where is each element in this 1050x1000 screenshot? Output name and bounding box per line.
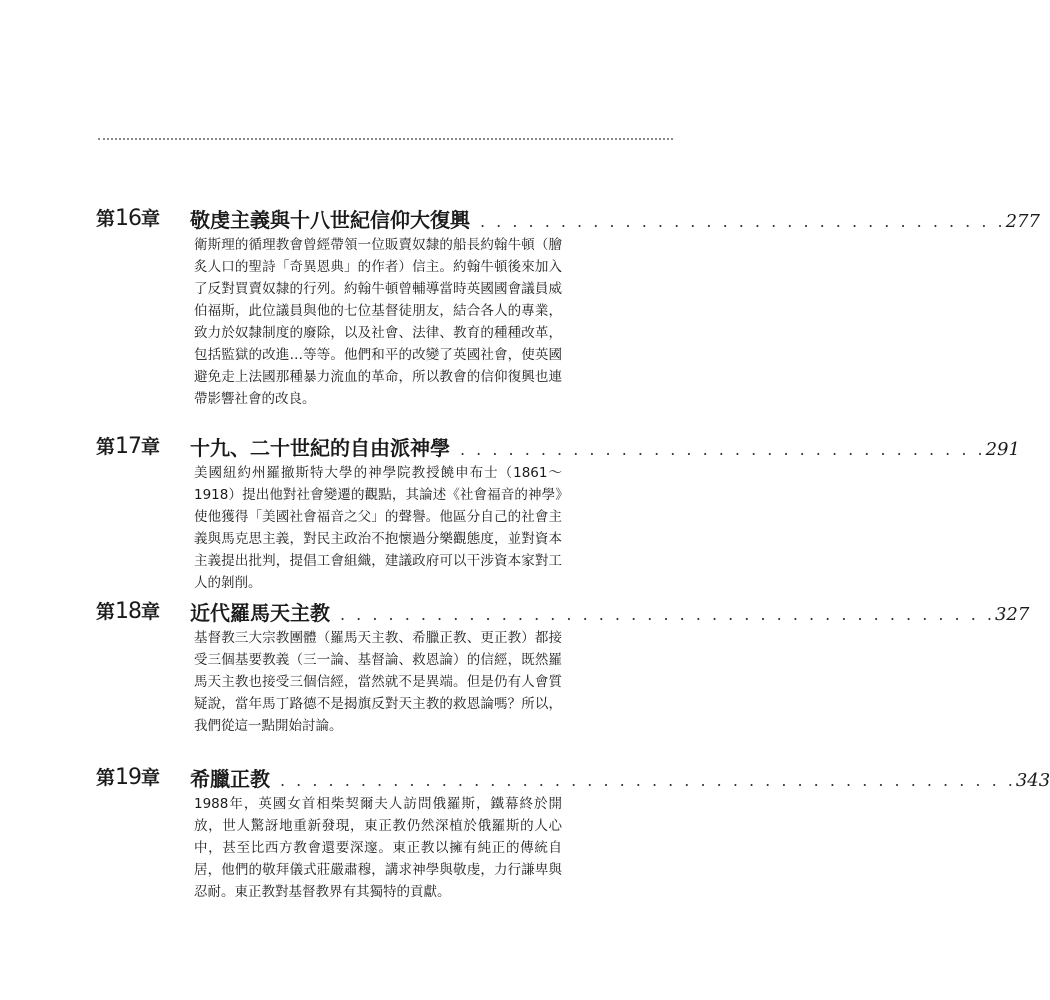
- page-number: 327: [994, 604, 1030, 625]
- page-number: 277: [1005, 211, 1040, 232]
- chapter-summary: 基督教三大宗教團體（羅馬天主教、希臘正教、更正教）都接受三個基要教義（三一論、基督論、救恩論）的信經，既然羅馬天主教也接受三個信經，當然就不是異端。但是仍有人會質疑說，當年馬丁路德不是揭旗反對天主教的救恩論嗎？所以，我們從這一點開始討論。: [194, 630, 562, 734]
- chapter-label: 第17章: [96, 434, 161, 459]
- chapter-heading: [190, 597, 1030, 626]
- chapter-title: 近代羅馬天主教: [190, 601, 330, 625]
- chapter-summary: 1988年，英國女首相柴契爾夫人訪問俄羅斯，鐵幕終於開放，世人驚訝地重新發現，東正教仍然深植於俄羅斯的人心中，甚至比西方教會還要深邃。東正教以擁有純正的傳統自居，他們的敬拜儀式莊嚴肅穆，講求神學與敬虔，力行謙卑與忍耐。東正教對基督教界有其獨特的貢獻。: [194, 796, 562, 900]
- page-number: 343: [1015, 770, 1050, 791]
- chapter-label: 第19章: [96, 765, 161, 790]
- leader-dots: . . . . . . . . . . . . . . . . . . . . . . . . . . . . . . . . .: [460, 440, 986, 459]
- leader-dots: . . . . . . . . . . . . . . . . . . . . . . . . . . . . . . . . . . . . . . . . .: [340, 605, 995, 624]
- chapter-title: 希臘正教: [190, 767, 270, 791]
- chapter-title: 敬虔主義與十八世紀信仰大復興: [190, 208, 470, 232]
- chapter-heading: [190, 763, 1050, 792]
- dotted-divider: [98, 138, 673, 140]
- chapter-label: 第16章: [96, 206, 161, 231]
- page-number: 291: [985, 439, 1020, 460]
- leader-dots: . . . . . . . . . . . . . . . . . . . . . . . . . . . . . . . . .: [480, 212, 1006, 231]
- chapter-title: 十九、二十世紀的自由派神學: [190, 436, 450, 460]
- chapter-summary: 美國紐約州羅撤斯特大學的神學院教授饒申布士（1861～1918）提出他對社會變遷的觀點，其論述《社會福音的神學》使他獲得「美國社會福音之父」的聲譽。他區分自己的社會主義與馬克思主義，對民主政治不抱懷過分樂觀態度，並對資本主義提出批判，提倡工會組織，建議政府可以干涉資本家對工人的剝削。: [194, 465, 562, 591]
- chapter-summary: 衛斯理的循理教會曾經帶領一位販賣奴隸的船長約翰牛頓（膾炙人口的聖詩「奇異恩典」的作者）信主。約翰牛頓後來加入了反對買賣奴隸的行列。約翰牛頓曾輔導當時英國國會議員威伯福斯，此位議員與他的七位基督徒朋友，結合各人的專業，致力於奴隸制度的廢除，以及社會、法律、教育的種種改革，包括監獄的改進…等等。他們和平的改變了英國社會，使英國避免走上法國那種暴力流血的革命，所以教會的信仰復興也連帶影響社會的改良。: [194, 237, 562, 407]
- chapter-heading: [190, 204, 1040, 233]
- leader-dots: . . . . . . . . . . . . . . . . . . . . . . . . . . . . . . . . . . . . . . . . . . . . . .: [280, 771, 1016, 790]
- chapter-heading: [190, 432, 1020, 461]
- chapter-label: 第18章: [96, 599, 161, 624]
